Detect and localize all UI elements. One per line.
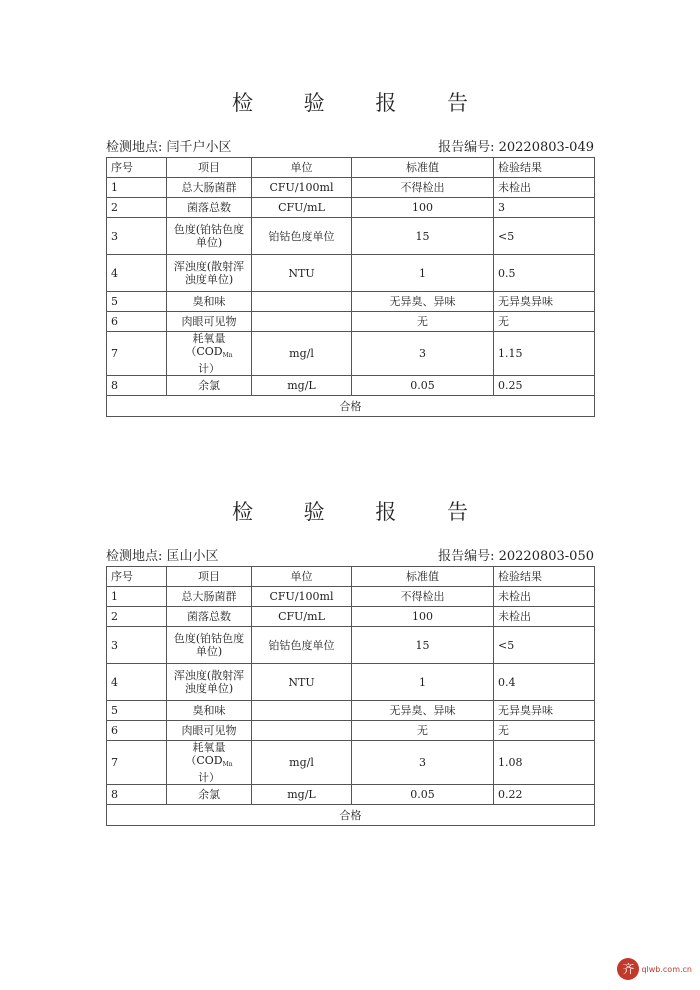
row-standard: 无异臭、异味 — [352, 292, 494, 312]
row-standard: 无异臭、异味 — [352, 701, 494, 721]
row-item: 色度(铂钴色度单位) — [167, 627, 252, 664]
row-result: 0.5 — [494, 255, 595, 292]
table-row — [107, 701, 595, 721]
row-result: 0.22 — [494, 785, 595, 805]
table-row — [107, 587, 595, 607]
watermark-seal-icon: 齐 — [617, 958, 639, 980]
row-item — [167, 332, 252, 376]
row-unit: NTU — [252, 664, 352, 701]
row-index: 7 — [107, 741, 167, 785]
table-row — [107, 178, 595, 198]
report-title: 检 验 报 告 — [231, 500, 491, 524]
table-row — [107, 741, 595, 785]
row-result: <5 — [494, 627, 595, 664]
row-result: 3 — [494, 198, 595, 218]
cod-subscript: Mn — [222, 352, 233, 359]
table-row — [107, 721, 595, 741]
row-index: 3 — [107, 218, 167, 255]
row-unit — [252, 292, 352, 312]
row-item: 臭和味 — [167, 701, 252, 721]
row-result: 无 — [494, 312, 595, 332]
row-index: 1 — [107, 587, 167, 607]
header-standard: 标准值 — [352, 158, 494, 178]
cod-subscript: Mn — [222, 761, 233, 768]
table-row — [107, 664, 595, 701]
table-row — [107, 332, 595, 376]
table-row — [107, 627, 595, 664]
location-label: 检测地点: 闫千户小区 — [106, 140, 232, 155]
row-unit: mg/l — [252, 332, 352, 376]
row-standard: 1 — [352, 255, 494, 292]
row-item: 总大肠菌群 — [167, 178, 252, 198]
row-index: 5 — [107, 701, 167, 721]
table-row — [107, 218, 595, 255]
row-standard: 15 — [352, 627, 494, 664]
row-unit: CFU/100ml — [252, 587, 352, 607]
row-unit: CFU/100ml — [252, 178, 352, 198]
row-result: 无异臭异味 — [494, 701, 595, 721]
row-result: 未检出 — [494, 178, 595, 198]
conclusion: 合格 — [107, 805, 595, 826]
row-index: 1 — [107, 178, 167, 198]
row-item: 菌落总数 — [167, 198, 252, 218]
row-standard: 1 — [352, 664, 494, 701]
report-number: 报告编号: 20220803-049 — [438, 140, 594, 155]
row-item: 浑浊度(散射浑浊度单位) — [167, 664, 252, 701]
row-unit: mg/L — [252, 785, 352, 805]
row-standard: 无 — [352, 312, 494, 332]
row-result: 0.4 — [494, 664, 595, 701]
header-index: 序号 — [107, 567, 167, 587]
table-footer-row — [107, 805, 595, 826]
table-header-row — [107, 567, 595, 587]
row-unit — [252, 701, 352, 721]
location-label: 检测地点: 匡山小区 — [106, 549, 219, 564]
row-unit: 铂钴色度单位 — [252, 627, 352, 664]
row-unit — [252, 312, 352, 332]
row-result: 1.08 — [494, 741, 595, 785]
watermark-text: qlwb.com.cn — [641, 964, 692, 974]
row-result: 未检出 — [494, 607, 595, 627]
cod-suffix: 计） — [198, 771, 220, 784]
row-result: 无 — [494, 721, 595, 741]
row-standard: 无 — [352, 721, 494, 741]
table-row — [107, 255, 595, 292]
conclusion: 合格 — [107, 396, 595, 417]
row-item: 浑浊度(散射浑浊度单位) — [167, 255, 252, 292]
results-table — [106, 566, 595, 826]
report-meta — [106, 138, 594, 157]
cod-suffix: 计） — [198, 362, 220, 375]
row-standard: 0.05 — [352, 785, 494, 805]
row-result: 1.15 — [494, 332, 595, 376]
row-item: 色度(铂钴色度单位) — [167, 218, 252, 255]
results-table — [106, 157, 595, 417]
header-result: 检验结果 — [494, 567, 595, 587]
row-item: 臭和味 — [167, 292, 252, 312]
header-unit: 单位 — [252, 158, 352, 178]
row-standard: 3 — [352, 332, 494, 376]
row-unit: CFU/mL — [252, 607, 352, 627]
row-unit: CFU/mL — [252, 198, 352, 218]
row-unit: mg/L — [252, 376, 352, 396]
inspection-report-2 — [106, 497, 594, 826]
row-standard: 15 — [352, 218, 494, 255]
table-row — [107, 607, 595, 627]
cod-label: 耗氧量（COD — [185, 741, 226, 767]
row-index: 6 — [107, 312, 167, 332]
row-standard: 0.05 — [352, 376, 494, 396]
table-row — [107, 376, 595, 396]
row-unit: 铂钴色度单位 — [252, 218, 352, 255]
row-index: 6 — [107, 721, 167, 741]
row-result: 未检出 — [494, 587, 595, 607]
header-index: 序号 — [107, 158, 167, 178]
row-index: 5 — [107, 292, 167, 312]
row-item: 肉眼可见物 — [167, 312, 252, 332]
row-standard: 不得检出 — [352, 587, 494, 607]
header-unit: 单位 — [252, 567, 352, 587]
report-title: 检 验 报 告 — [231, 91, 491, 115]
row-item: 菌落总数 — [167, 607, 252, 627]
row-index: 8 — [107, 785, 167, 805]
table-footer-row — [107, 396, 595, 417]
table-row — [107, 292, 595, 312]
row-index: 2 — [107, 198, 167, 218]
row-item: 肉眼可见物 — [167, 721, 252, 741]
row-unit — [252, 721, 352, 741]
header-standard: 标准值 — [352, 567, 494, 587]
table-row — [107, 198, 595, 218]
row-index: 7 — [107, 332, 167, 376]
row-index: 2 — [107, 607, 167, 627]
row-item — [167, 741, 252, 785]
inspection-report-1 — [106, 88, 594, 417]
row-standard: 100 — [352, 607, 494, 627]
table-header-row — [107, 158, 595, 178]
row-result: <5 — [494, 218, 595, 255]
row-index: 3 — [107, 627, 167, 664]
row-index: 4 — [107, 664, 167, 701]
table-row — [107, 785, 595, 805]
row-result: 0.25 — [494, 376, 595, 396]
row-index: 4 — [107, 255, 167, 292]
row-standard: 不得检出 — [352, 178, 494, 198]
table-row — [107, 312, 595, 332]
row-standard: 100 — [352, 198, 494, 218]
row-item: 总大肠菌群 — [167, 587, 252, 607]
report-meta — [106, 547, 594, 566]
row-item: 余氯 — [167, 376, 252, 396]
header-item: 项目 — [167, 567, 252, 587]
row-result: 无异臭异味 — [494, 292, 595, 312]
row-unit: NTU — [252, 255, 352, 292]
report-number: 报告编号: 20220803-050 — [438, 549, 594, 564]
row-item: 余氯 — [167, 785, 252, 805]
row-index: 8 — [107, 376, 167, 396]
watermark-logo — [617, 958, 692, 980]
row-unit: mg/l — [252, 741, 352, 785]
header-item: 项目 — [167, 158, 252, 178]
row-standard: 3 — [352, 741, 494, 785]
cod-label: 耗氧量（COD — [185, 332, 226, 358]
header-result: 检验结果 — [494, 158, 595, 178]
